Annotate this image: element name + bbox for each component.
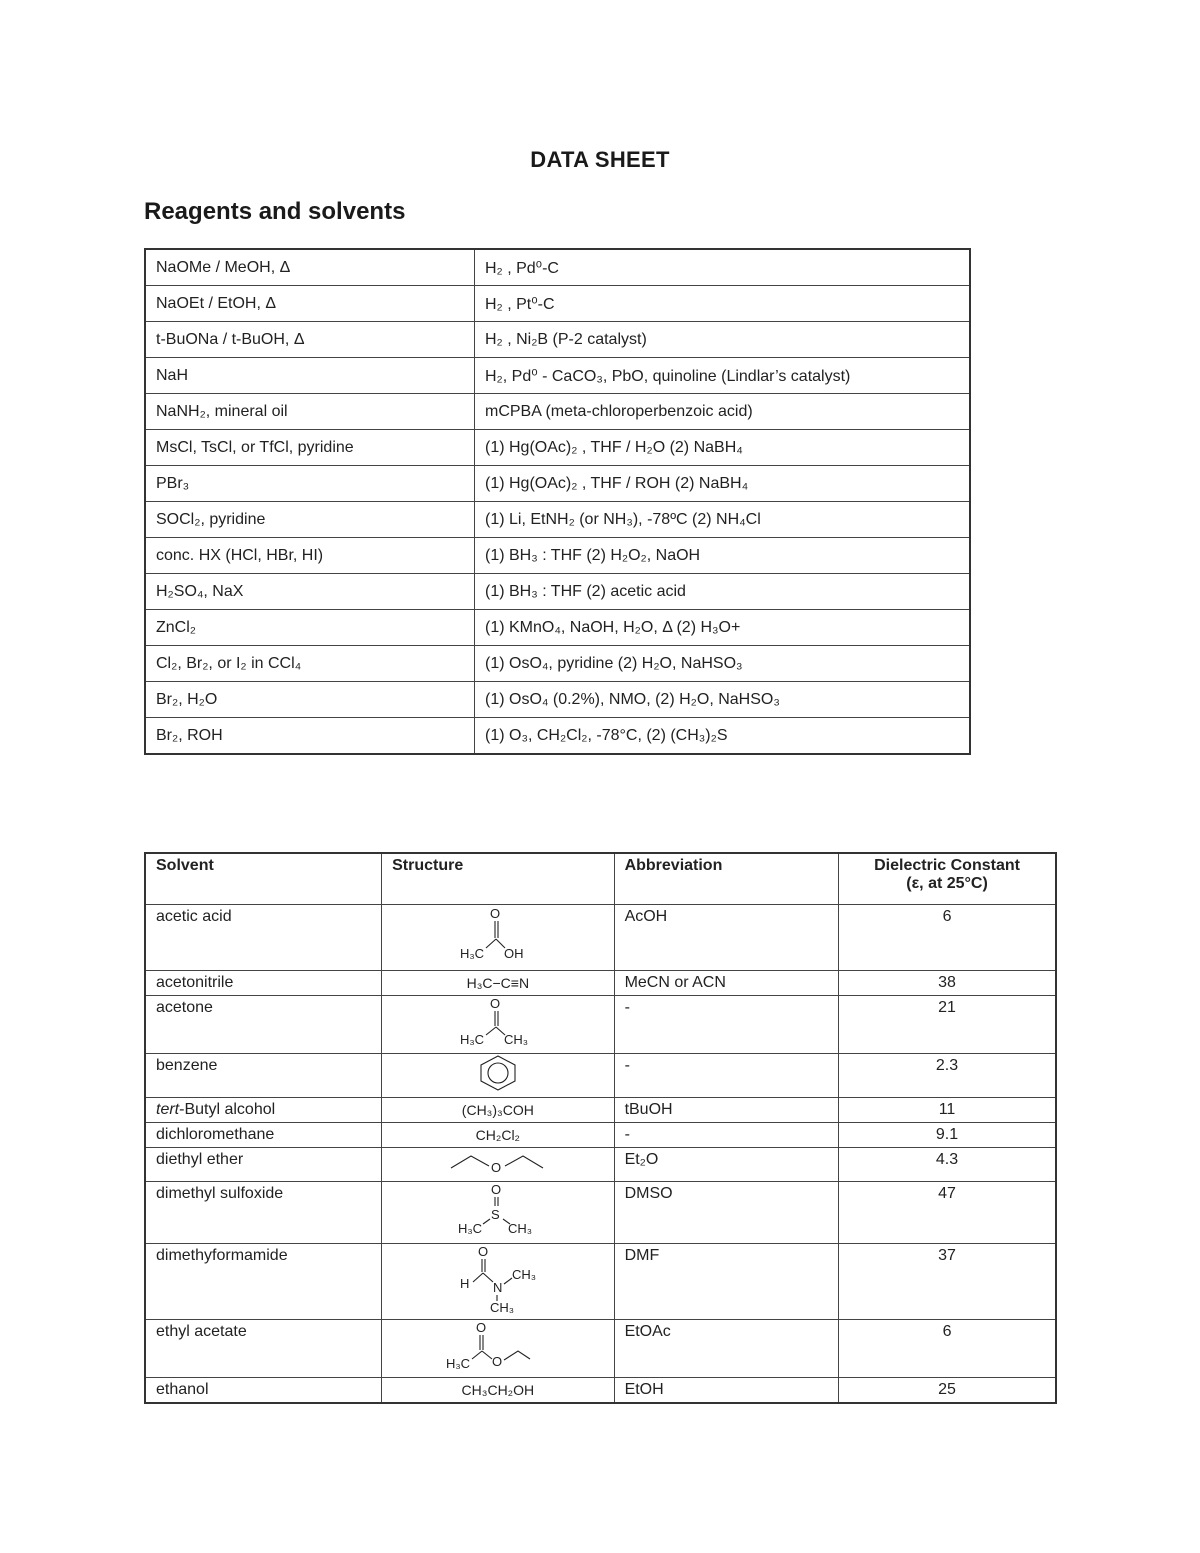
table-row xyxy=(145,574,970,610)
structure-cell: H₃C−C≡N xyxy=(382,971,614,996)
dielectric-cell: 25 xyxy=(839,1378,1056,1404)
table-row xyxy=(145,249,970,286)
table-row xyxy=(145,430,970,466)
solvent-name: benzene xyxy=(145,1054,382,1098)
solvents-table xyxy=(144,852,1057,1404)
reagent-cell: (1) BH₃ : THF (2) H₂O₂, NaOH xyxy=(475,538,971,574)
abbreviation-cell: MeCN or ACN xyxy=(614,971,839,996)
solvent-name: acetic acid xyxy=(145,905,382,971)
table-row xyxy=(145,1182,1056,1244)
svg-text:CH₃: CH₃ xyxy=(507,1221,532,1236)
reagent-cell: Br₂, H₂O xyxy=(145,682,475,718)
solvent-name: tert-Butyl alcohol xyxy=(145,1098,382,1123)
solvent-name: dimethyl sulfoxide xyxy=(145,1182,382,1244)
reagent-cell: H₂ , Ni₂B (P-2 catalyst) xyxy=(475,322,971,358)
reagent-cell: (1) KMnO₄, NaOH, H₂O, Δ (2) H₃O+ xyxy=(475,610,971,646)
dielectric-cell: 37 xyxy=(839,1244,1056,1320)
table-row xyxy=(145,286,970,322)
dielectric-cell: 6 xyxy=(839,1320,1056,1378)
reagent-cell: conc. HX (HCl, HBr, HI) xyxy=(145,538,475,574)
solvent-name: dimethyformamide xyxy=(145,1244,382,1320)
dielectric-cell: 2.3 xyxy=(839,1054,1056,1098)
reagent-cell: (1) OsO₄ (0.2%), NMO, (2) H₂O, NaHSO₃ xyxy=(475,682,971,718)
svg-text:CH₃: CH₃ xyxy=(511,1267,536,1282)
reagent-cell: (1) BH₃ : THF (2) acetic acid xyxy=(475,574,971,610)
table-row xyxy=(145,682,970,718)
reagent-cell: (1) O₃, CH₂Cl₂, -78°C, (2) (CH₃)₂S xyxy=(475,718,971,755)
svg-text:O: O xyxy=(477,1244,488,1259)
svg-text:CH₃: CH₃ xyxy=(489,1300,514,1314)
structure-cell: (CH₃)₃COH xyxy=(382,1098,614,1123)
svg-text:CH₃: CH₃ xyxy=(503,1032,528,1047)
table-row xyxy=(145,1098,1056,1123)
abbreviation-cell: AcOH xyxy=(614,905,839,971)
diethyl-ether-structure xyxy=(443,1148,553,1176)
structure-cell xyxy=(382,1148,614,1182)
svg-text:O: O xyxy=(490,1160,501,1175)
reagent-cell: H₂, Pd⁰ - CaCO₃, PbO, quinoline (Lindlar’s catalyst) xyxy=(475,358,971,394)
table-row xyxy=(145,394,970,430)
dielectric-cell: 11 xyxy=(839,1098,1056,1123)
dielectric-cell: 47 xyxy=(839,1182,1056,1244)
table-row xyxy=(145,538,970,574)
dielectric-cell: 38 xyxy=(839,971,1056,996)
svg-text:O: O xyxy=(490,1182,501,1197)
structure-cell xyxy=(382,1244,614,1320)
solvent-name: acetonitrile xyxy=(145,971,382,996)
table-row xyxy=(145,1320,1056,1378)
abbreviation-cell: - xyxy=(614,1054,839,1098)
table-row xyxy=(145,646,970,682)
table-row xyxy=(145,1378,1056,1404)
svg-text:S: S xyxy=(490,1207,500,1222)
abbreviation-cell: EtOAc xyxy=(614,1320,839,1378)
table-row xyxy=(145,610,970,646)
column-header-dielectric xyxy=(839,853,1056,905)
abbreviation-cell: - xyxy=(614,1123,839,1148)
table-row xyxy=(145,358,970,394)
table-row xyxy=(145,1123,1056,1148)
solvent-name: ethanol xyxy=(145,1378,382,1404)
reagent-cell: H₂ , Pt⁰-C xyxy=(475,286,971,322)
reagent-cell: Cl₂, Br₂, or I₂ in CCl₄ xyxy=(145,646,475,682)
abbreviation-cell: Et₂O xyxy=(614,1148,839,1182)
reagent-cell: H₂SO₄, NaX xyxy=(145,574,475,610)
reagent-cell: mCPBA (meta-chloroperbenzoic acid) xyxy=(475,394,971,430)
reagent-cell: NaH xyxy=(145,358,475,394)
table-row xyxy=(145,1244,1056,1320)
section-heading: Reagents and solvents xyxy=(144,198,406,225)
reagent-cell: NaOEt / EtOH, Δ xyxy=(145,286,475,322)
dmso-structure xyxy=(438,1182,558,1238)
abbreviation-cell: tBuOH xyxy=(614,1098,839,1123)
svg-text:O: O xyxy=(489,996,500,1011)
reagent-cell: NaNH₂, mineral oil xyxy=(145,394,475,430)
ethyl-acetate-structure xyxy=(438,1320,558,1372)
table-row xyxy=(145,1148,1056,1182)
solvent-name: diethyl ether xyxy=(145,1148,382,1182)
reagent-cell: ZnCl₂ xyxy=(145,610,475,646)
table-row xyxy=(145,322,970,358)
svg-text:H: H xyxy=(459,1276,470,1291)
abbreviation-cell: DMF xyxy=(614,1244,839,1320)
page-title: DATA SHEET xyxy=(530,147,670,172)
acetone-structure xyxy=(438,996,558,1048)
svg-text:N: N xyxy=(492,1280,503,1295)
svg-text:H₃C: H₃C xyxy=(459,1032,484,1047)
reagent-cell: MsCl, TsCl, or TfCl, pyridine xyxy=(145,430,475,466)
column-header-abbreviation: Abbreviation xyxy=(614,853,839,905)
structure-cell xyxy=(382,1054,614,1098)
structure-cell xyxy=(382,905,614,971)
structure-cell: CH₂Cl₂ xyxy=(382,1123,614,1148)
dielectric-label: Dielectric Constant xyxy=(874,857,1020,874)
table-row xyxy=(145,905,1056,971)
reagent-cell: (1) Li, EtNH₂ (or NH₃), -78ºC (2) NH₄Cl xyxy=(475,502,971,538)
svg-text:O: O xyxy=(489,906,500,921)
abbreviation-cell: - xyxy=(614,996,839,1054)
reagent-cell: Br₂, ROH xyxy=(145,718,475,755)
structure-cell xyxy=(382,996,614,1054)
table-row xyxy=(145,718,970,755)
dielectric-cell: 6 xyxy=(839,905,1056,971)
dmf-structure xyxy=(438,1244,558,1314)
column-header-structure: Structure xyxy=(382,853,614,905)
solvent-name: ethyl acetate xyxy=(145,1320,382,1378)
reagent-cell: SOCl₂, pyridine xyxy=(145,502,475,538)
reagent-cell: (1) Hg(OAc)₂ , THF / H₂O (2) NaBH₄ xyxy=(475,430,971,466)
structure-cell xyxy=(382,1182,614,1244)
abbreviation-cell: EtOH xyxy=(614,1378,839,1404)
reagent-cell: PBr₃ xyxy=(145,466,475,502)
table-row xyxy=(145,996,1056,1054)
solvent-name: dichloromethane xyxy=(145,1123,382,1148)
svg-text:O: O xyxy=(491,1354,502,1369)
svg-text:OH: OH xyxy=(503,946,524,961)
svg-text:H₃C: H₃C xyxy=(459,946,484,961)
reagents-table xyxy=(144,248,971,755)
structure-cell: CH₃CH₂OH xyxy=(382,1378,614,1404)
reagent-cell: t-BuONa / t-BuOH, Δ xyxy=(145,322,475,358)
dielectric-cell: 9.1 xyxy=(839,1123,1056,1148)
solvent-name: acetone xyxy=(145,996,382,1054)
acetic-acid-structure xyxy=(438,905,558,965)
svg-text:O: O xyxy=(475,1320,486,1335)
reagent-cell: NaOMe / MeOH, Δ xyxy=(145,249,475,286)
dielectric-cell: 21 xyxy=(839,996,1056,1054)
structure-cell xyxy=(382,1320,614,1378)
benzene-ring-icon xyxy=(473,1054,523,1092)
abbreviation-cell: DMSO xyxy=(614,1182,839,1244)
dielectric-cell: 4.3 xyxy=(839,1148,1056,1182)
svg-text:H₃C: H₃C xyxy=(457,1221,482,1236)
column-header-solvent: Solvent xyxy=(145,853,382,905)
reagent-cell: (1) Hg(OAc)₂ , THF / ROH (2) NaBH₄ xyxy=(475,466,971,502)
table-row xyxy=(145,1054,1056,1098)
table-row xyxy=(145,466,970,502)
svg-text:H₃C: H₃C xyxy=(445,1356,470,1371)
table-row xyxy=(145,971,1056,996)
reagent-cell: (1) OsO₄, pyridine (2) H₂O, NaHSO₃ xyxy=(475,646,971,682)
dielectric-sublabel: (ε, at 25°C) xyxy=(906,875,988,892)
reagent-cell: H₂ , Pd⁰-C xyxy=(475,249,971,286)
table-row xyxy=(145,502,970,538)
table-header-row xyxy=(145,853,1056,905)
